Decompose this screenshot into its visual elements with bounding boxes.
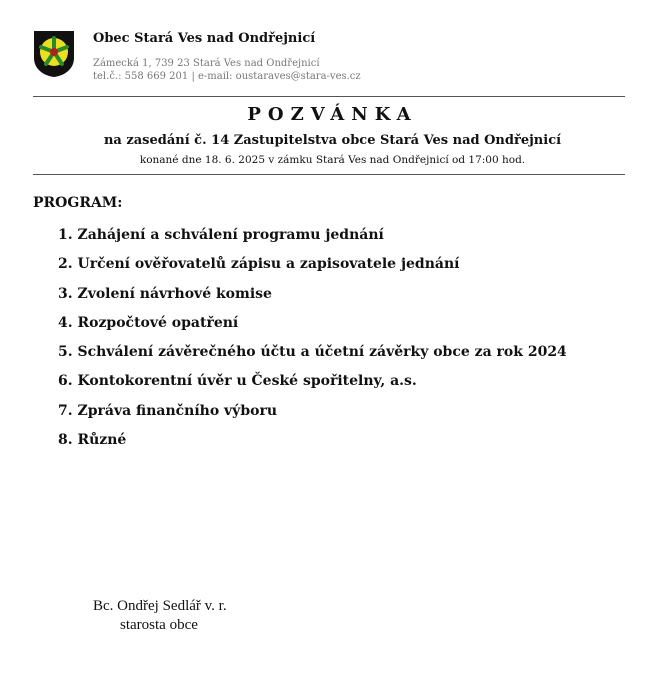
program-item: 4. Rozpočtové opatření [58,314,239,331]
org-name: Obec Stará Ves nad Ondřejnicí [93,31,316,46]
program-item: 3. Zvolení návrhové komise [58,285,272,302]
program-item: 8. Různé [58,432,127,449]
program-item: 6. Kontokorentní úvěr u České spořitelny, a.s. [58,373,417,390]
signature-name: Bc. Ondřej Sedlář v. r. [93,598,227,614]
program-list [58,227,567,461]
signature-role: starosta obce [120,617,198,633]
signature-block [93,597,227,635]
program-item: 1. Zahájení a schválení programu jednání [58,227,384,243]
document-subtitle: na zasedání č. 14 Zastupitelstva obce Stará Ves nad Ondřejnicí [103,133,562,148]
program-heading: PROGRAM: [33,195,123,211]
program-item: 5. Schválení závěrečného účtu a účetní závěrky obce za rok 2024 [58,344,567,361]
meeting-details: konané dne 18. 6. 2025 v zámku Stará Ves nad Ondřejnicí od 17:00 hod. [139,154,526,166]
org-address: Zámecká 1, 739 23 Stará Ves nad Ondřejnicí [93,58,320,69]
org-phone-email: tel.č.: 558 669 201 | e-mail: oustaraves@stara-ves.cz [93,71,361,82]
divider [33,96,625,97]
program-item: 2. Určení ověřovatelů zápisu a zapisovatele jednání [58,256,460,273]
org-contact [93,57,361,83]
divider [33,174,625,175]
coat-of-arms-logo [33,30,75,78]
program-item: 7. Zpráva finančního výboru [58,402,277,419]
document-title: POZVÁNKA [247,104,418,125]
